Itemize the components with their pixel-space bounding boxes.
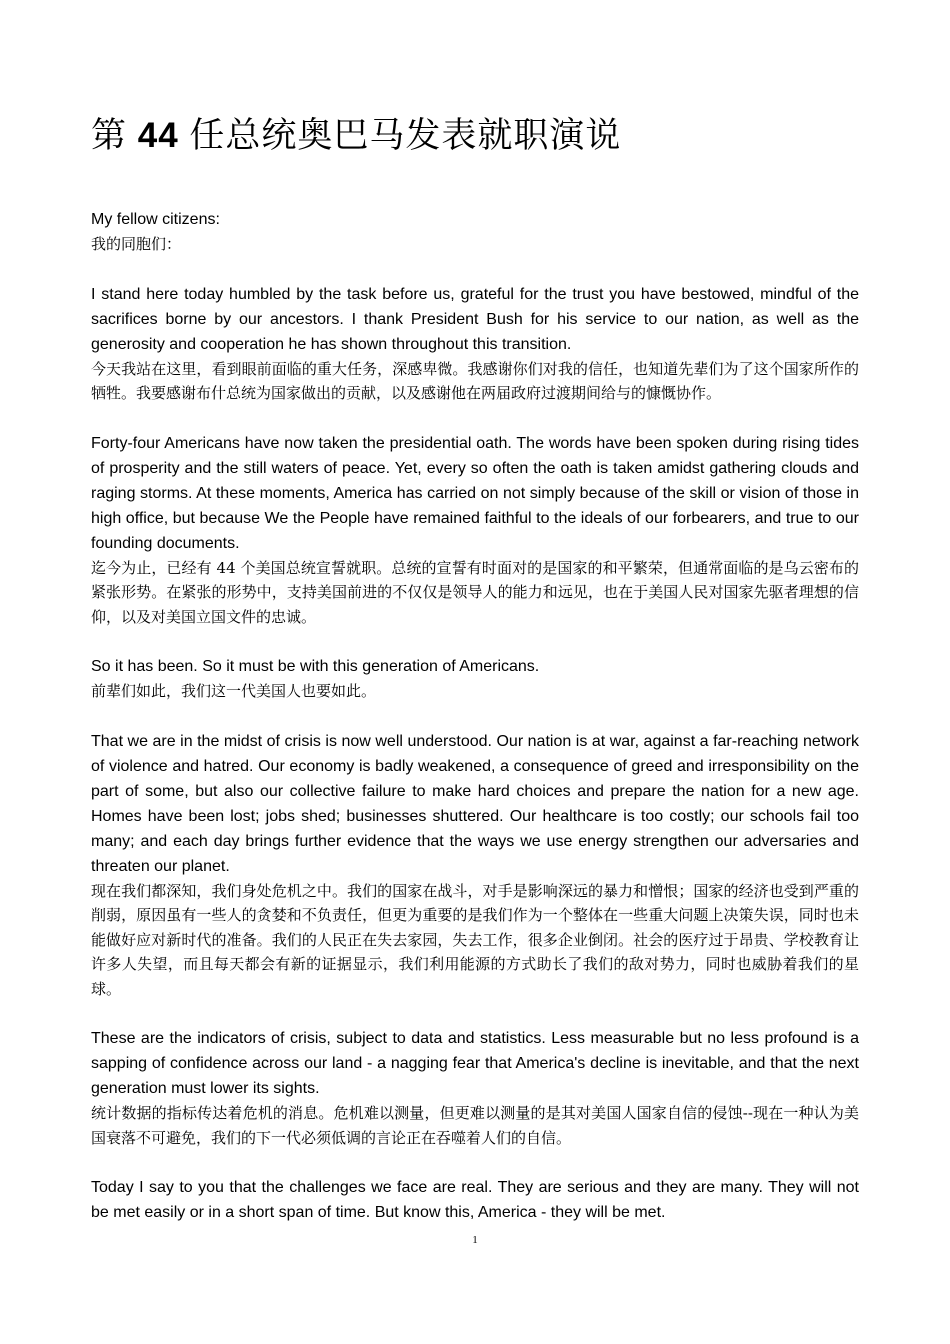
title-suffix: 任总统奥巴马发表就职演说 <box>178 116 622 155</box>
paragraph <box>91 1026 859 1150</box>
paragraph-salutation <box>91 207 859 257</box>
english-text: Today I say to you that the challenges we face are real. They are serious and they are many. They will not be met easily or in a short span of time. But know this, America - they will be met. <box>91 1179 859 1221</box>
english-text: So it has been. So it must be with this generation of Americans. <box>91 658 540 675</box>
speech-body <box>91 207 859 1250</box>
english-text: That we are in the midst of crisis is now well understood. Our nation is at war, against a far-reaching network of violence and hatred. Our economy is badly weakened, a consequence of greed and irresponsibility on the part of some, but also our collective failure to make hard choices and prepare the nation for a new age. Homes have been lost; jobs shed; businesses shuttered. Our healthcare is too costly; our schools fail too many; and each day brings further evidence that the ways we use energy strengthen our adversaries and threaten our planet. <box>91 732 859 875</box>
paragraph <box>91 431 859 630</box>
page-title <box>91 108 621 158</box>
paragraph <box>91 654 859 704</box>
paragraph <box>91 729 859 1002</box>
chinese-text: 今天我站在这里，看到眼前面临的重大任务，深感卑微。我感谢你们对我的信任，也知道先辈们为了这个国家所作的牺牲。我要感谢布什总统为国家做出的贡献，以及感谢他在两届政府过渡期间给与的慷慨协作。 <box>91 359 859 402</box>
title-prefix: 第 <box>91 116 138 155</box>
chinese-text: 迄今为止，已经有 44 个美国总统宣誓就职。总统的宣誓有时面对的是国家的和平繁荣，但通常面临的是乌云密布的紧张形势。在紧张的形势中，支持美国前进的不仅仅是领导人的能力和远见，也在于美国人民对国家先驱者理想的信仰，以及对美国立国文件的忠诚。 <box>91 558 859 626</box>
chinese-text: 前辈们如此，我们这一代美国人也要如此。 <box>91 682 377 700</box>
english-text: These are the indicators of crisis, subject to data and statistics. Less measurable but no less profound is a sapping of confidence across our land - a nagging fear that America's decline is inevitable, and that the next generation must lower its sights. <box>91 1030 859 1097</box>
english-text: Forty-four Americans have now taken the presidential oath. The words have been spoken during rising tides of prosperity and the still waters of peace. Yet, every so often the oath is taken amidst gathering clouds and raging storms. At these moments, America has carried on not simply because of the skill or vision of those in high office, but because We the People have remained faithful to the ideals of our forbearers, and true to our founding documents. <box>91 434 859 552</box>
english-text: I stand here today humbled by the task before us, grateful for the trust you have bestowed, mindful of the sacrifices borne by our ancestors. I thank President Bush for his service to our nation, as well as the generosity and cooperation he has shown throughout this transition. <box>91 285 859 353</box>
paragraph <box>91 1175 859 1225</box>
title-number: 44 <box>137 116 179 155</box>
chinese-text: 统计数据的指标传达着危机的消息。危机难以测量，但更难以测量的是其对美国人国家自信的侵蚀--现在一种认为美国衰落不可避免，我们的下一代必须低调的言论正在吞噬着人们的自信。 <box>91 1104 859 1147</box>
english-text: My fellow citizens: <box>91 211 220 228</box>
chinese-text: 我的同胞们： <box>91 235 182 253</box>
page-number: 1 <box>472 1234 478 1246</box>
paragraph <box>91 282 859 406</box>
chinese-text: 现在我们都深知，我们身处危机之中。我们的国家在战斗，对手是影响深远的暴力和憎恨；国家的经济也受到严重的削弱，原因虽有一些人的贪婪和不负责任，但更为重要的是我们作为一个整体在一些重大问题上决策失误，同时也未能做好应对新时代的准备。我们的人民正在失去家园，失去工作，很多企业倒闭。社会的医疗过于昂贵、学校教育让许多人失望，而且每天都会有新的证据显示，我们利用能源的方式助长了我们的敌对势力，同时也威胁着我们的星球。 <box>91 881 859 998</box>
